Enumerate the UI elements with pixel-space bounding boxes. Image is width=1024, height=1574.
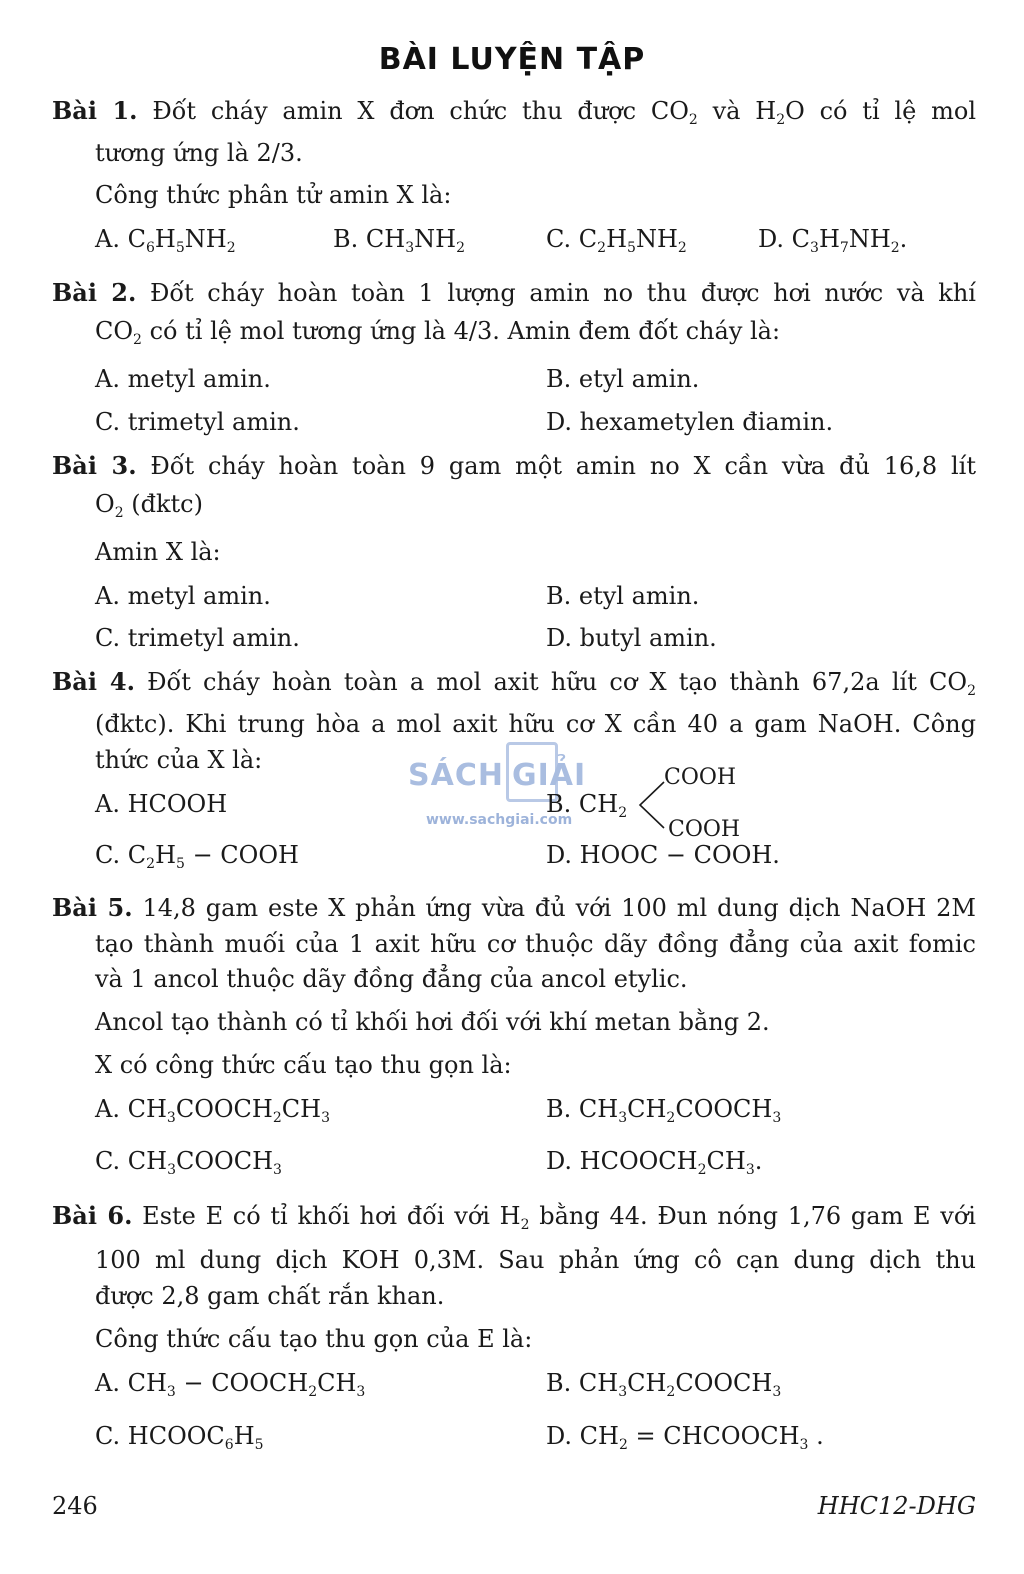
option-key: B.	[546, 1095, 572, 1123]
subscript: 3	[166, 1110, 176, 1126]
subscript: 5	[627, 240, 636, 256]
bai6-option-b	[546, 1368, 781, 1398]
formula-part: .	[754, 1147, 763, 1175]
bai1-text: và H	[697, 97, 777, 125]
subscript: 2	[133, 332, 142, 348]
option-key: B.	[546, 1369, 572, 1397]
subscript: 3	[772, 1110, 782, 1126]
formula-part: NH	[635, 225, 678, 253]
bai5-question: X có công thức cấu tạo thu gọn là:	[95, 1051, 512, 1079]
subscript: 2	[618, 1437, 628, 1453]
option-key: C.	[546, 225, 572, 253]
subscript: 3	[799, 1437, 809, 1453]
bai3-text: (đktc)	[123, 490, 203, 518]
bai4-line2: (đktc). Khi trung hòa a mol axit hữu cơ X cần 40 a gam NaOH. Công	[95, 710, 976, 738]
bai4-label: Bài 4.	[52, 667, 135, 696]
formula-part: − COOCH	[175, 1369, 309, 1397]
bai4-option-b-bottom: COOH	[668, 817, 741, 842]
formula-part: C	[127, 841, 147, 869]
bai4-option-b-top: COOH	[664, 765, 737, 790]
bai1-option-d	[758, 224, 907, 254]
formula-part: .	[808, 1422, 824, 1450]
formula-part: NH	[414, 225, 457, 253]
subscript: 2	[688, 112, 698, 128]
bai1-text: Đốt cháy amin X đơn chức thu được CO	[152, 97, 689, 125]
bai1-question: Công thức phân tử amin X là:	[95, 181, 452, 209]
bai4-text: Đốt cháy hoàn toàn a mol axit hữu cơ X tạo thành 67,2a lít CO	[147, 668, 968, 696]
bai2-text: Đốt cháy hoàn toàn 1 lượng amin no thu được hơi nước và khí	[149, 279, 976, 307]
option-key: C.	[95, 1147, 121, 1175]
subscript: 2	[890, 240, 900, 256]
bai5-option-d	[546, 1146, 762, 1176]
subscript: 2	[776, 112, 786, 128]
formula-part: CH	[127, 1369, 167, 1397]
bai5-option-a	[95, 1094, 330, 1124]
bai1-option-c	[546, 224, 687, 254]
formula-part: CH	[627, 1095, 667, 1123]
bai3-text: Đốt cháy hoàn toàn 9 gam một amin no X cần vừa đủ 16,8 lít	[150, 452, 976, 480]
subscript: 3	[356, 1384, 366, 1400]
formula-part: CH	[317, 1369, 357, 1397]
subscript: 2	[666, 1110, 676, 1126]
bai3-option-c: C. trimetyl amin.	[95, 624, 300, 652]
formula-part: = CHCOOCH	[627, 1422, 800, 1450]
formula-part: NH	[184, 225, 227, 253]
subscript: 2	[697, 1162, 707, 1178]
subscript: 2	[146, 856, 156, 872]
formula-part: CH	[706, 1147, 746, 1175]
bai5-line3: và 1 ancol thuộc dãy đồng đẳng của ancol etylic.	[95, 965, 688, 993]
bai2-label: Bài 2.	[52, 278, 137, 307]
bai2-option-c: C. trimetyl amin.	[95, 408, 300, 436]
subscript: 3	[772, 1384, 782, 1400]
bai5-option-b	[546, 1094, 781, 1124]
option-key: B.	[333, 225, 359, 253]
page-number: 246	[52, 1492, 98, 1520]
subscript: 3	[273, 1162, 282, 1178]
subscript: 3	[745, 1162, 755, 1178]
bai5-line1	[52, 893, 976, 923]
bai1-option-a	[95, 224, 236, 254]
formula-part: COOCH	[175, 1095, 273, 1123]
bai6-question: Công thức cấu tạo thu gọn của E là:	[95, 1325, 533, 1353]
watermark-brand-right: GIẢI	[512, 758, 587, 793]
bai2-line2	[95, 316, 780, 346]
bai4-option-d: D. HOOC − COOH.	[546, 841, 780, 869]
bai6-line1	[52, 1201, 976, 1231]
subscript: 2	[967, 683, 976, 699]
subscript: 2	[677, 240, 687, 256]
bai6-option-a	[95, 1368, 365, 1398]
bai3-option-b: B. etyl amin.	[546, 582, 700, 610]
formula-part: H	[606, 225, 628, 253]
subscript: 2	[618, 805, 628, 821]
formula-part: CH	[365, 225, 406, 253]
page-title: BÀI LUYỆN TẬP	[378, 42, 646, 77]
subscript: 2	[272, 1110, 282, 1126]
formula-part: COOCH	[675, 1095, 773, 1123]
book-code: HHC12-DHG	[817, 1492, 976, 1520]
subscript: 5	[176, 856, 185, 872]
bai6-option-d	[546, 1421, 824, 1451]
subscript: 3	[405, 240, 415, 256]
formula-part: C	[127, 225, 146, 253]
option-key: A.	[95, 225, 120, 253]
formula-part: CH	[579, 1422, 619, 1450]
bai3-option-d: D. butyl amin.	[546, 624, 717, 652]
bai1-line1	[52, 96, 976, 126]
bai2-option-b: B. etyl amin.	[546, 365, 700, 393]
bai1-line2: tương ứng là 2/3.	[95, 139, 303, 167]
option-key: C.	[95, 841, 121, 869]
subscript: 6	[224, 1437, 234, 1453]
bai2-option-a: A. metyl amin.	[95, 365, 271, 393]
formula-part: C	[791, 225, 811, 253]
bai6-line2: 100 ml dung dịch KOH 0,3M. Sau phản ứng cô cạn dung dịch thu	[95, 1246, 976, 1274]
formula-part: CH	[627, 1369, 667, 1397]
bai6-line3: được 2,8 gam chất rắn khan.	[95, 1282, 445, 1310]
subscript: 2	[666, 1384, 676, 1400]
subscript: 7	[839, 240, 849, 256]
option-key: D.	[546, 1422, 573, 1450]
formula-part: NH	[848, 225, 891, 253]
bai3-line1	[52, 451, 976, 481]
bai3-option-a: A. metyl amin.	[95, 582, 271, 610]
formula-part: COOCH	[675, 1369, 773, 1397]
subscript: 2	[520, 1217, 530, 1233]
bai5-line4: Ancol tạo thành có tỉ khối hơi đối với khí metan bằng 2.	[95, 1008, 770, 1036]
subscript: 2	[308, 1384, 318, 1400]
subscript: 2	[114, 505, 124, 521]
bai5-text: 14,8 gam este X phản ứng vừa đủ với 100 ml dung dịch NaOH 2M	[142, 894, 976, 922]
bai6-text: bằng 44. Đun nóng 1,76 gam E với	[529, 1202, 976, 1230]
formula-part: HCOOCH	[579, 1147, 698, 1175]
subscript: 2	[456, 240, 465, 256]
bai1-option-b	[333, 224, 465, 254]
option-key: A.	[95, 1095, 120, 1123]
formula-part: H	[233, 1422, 255, 1450]
bai1-text: O có tỉ lệ mol	[785, 97, 976, 125]
bai6-label: Bài 6.	[52, 1201, 133, 1230]
bai5-line2: tạo thành muối của 1 axit hữu cơ thuộc dãy đồng đẳng của axit fomic	[95, 930, 976, 958]
bai4-option-c	[95, 840, 299, 870]
formula-part: CH	[281, 1095, 322, 1123]
bai4-option-b	[546, 789, 627, 819]
subscript: 2	[597, 240, 607, 256]
bai3-label: Bài 3.	[52, 451, 137, 480]
formula-part: H	[818, 225, 840, 253]
bai2-option-d: D. hexametylen điamin.	[546, 408, 834, 436]
formula-part: CH	[578, 790, 619, 818]
option-key: D.	[758, 225, 785, 253]
bai6-text: Este E có tỉ khối hơi đối với H	[142, 1202, 521, 1230]
subscript: 3	[618, 1110, 628, 1126]
subscript: 5	[175, 240, 185, 256]
subscript: 3	[321, 1110, 330, 1126]
formula-part: CH	[578, 1369, 619, 1397]
bai2-text: có tỉ lệ mol tương ứng là 4/3. Amin đem đốt cháy là:	[141, 317, 781, 345]
subscript: 3	[167, 1162, 176, 1178]
formula-part: CH	[127, 1095, 167, 1123]
bai3-question: Amin X là:	[95, 538, 221, 566]
branch-bracket-icon	[636, 778, 666, 832]
bai4-line3: thức của X là:	[95, 746, 263, 774]
formula-part: C	[578, 225, 598, 253]
bai5-label: Bài 5.	[52, 893, 133, 922]
subscript: 6	[145, 240, 155, 256]
subscript: 3	[810, 240, 819, 256]
bai4-line1	[52, 667, 976, 697]
option-key: D.	[546, 1147, 573, 1175]
subscript: 2	[226, 240, 236, 256]
formula-part: H	[154, 225, 176, 253]
subscript: 3	[618, 1384, 628, 1400]
bai2-line1	[52, 278, 976, 308]
formula-part: HCOOC	[127, 1422, 225, 1450]
formula-part: CH	[578, 1095, 619, 1123]
formula-part: COOCH	[176, 1147, 274, 1175]
formula-part: .	[899, 225, 908, 253]
subscript: 5	[254, 1437, 264, 1453]
bai6-option-c	[95, 1421, 264, 1451]
bai4-option-a: A. HCOOH	[95, 790, 228, 818]
watermark-url: www.sachgiai.com	[426, 812, 573, 828]
bai1-label: Bài 1.	[52, 96, 138, 125]
option-key: C.	[95, 1422, 121, 1450]
option-key: A.	[95, 1369, 120, 1397]
formula-part: − COOH	[184, 841, 299, 869]
subscript: 3	[166, 1384, 176, 1400]
bai5-option-c	[95, 1146, 282, 1176]
watermark-brand-left: SÁCH	[408, 758, 504, 793]
formula-part: CO	[95, 317, 134, 345]
formula-part: O	[95, 490, 115, 518]
formula-part: H	[155, 841, 177, 869]
option-key: B.	[546, 790, 572, 818]
bai3-line2	[95, 489, 203, 519]
formula-part: CH	[127, 1147, 168, 1175]
